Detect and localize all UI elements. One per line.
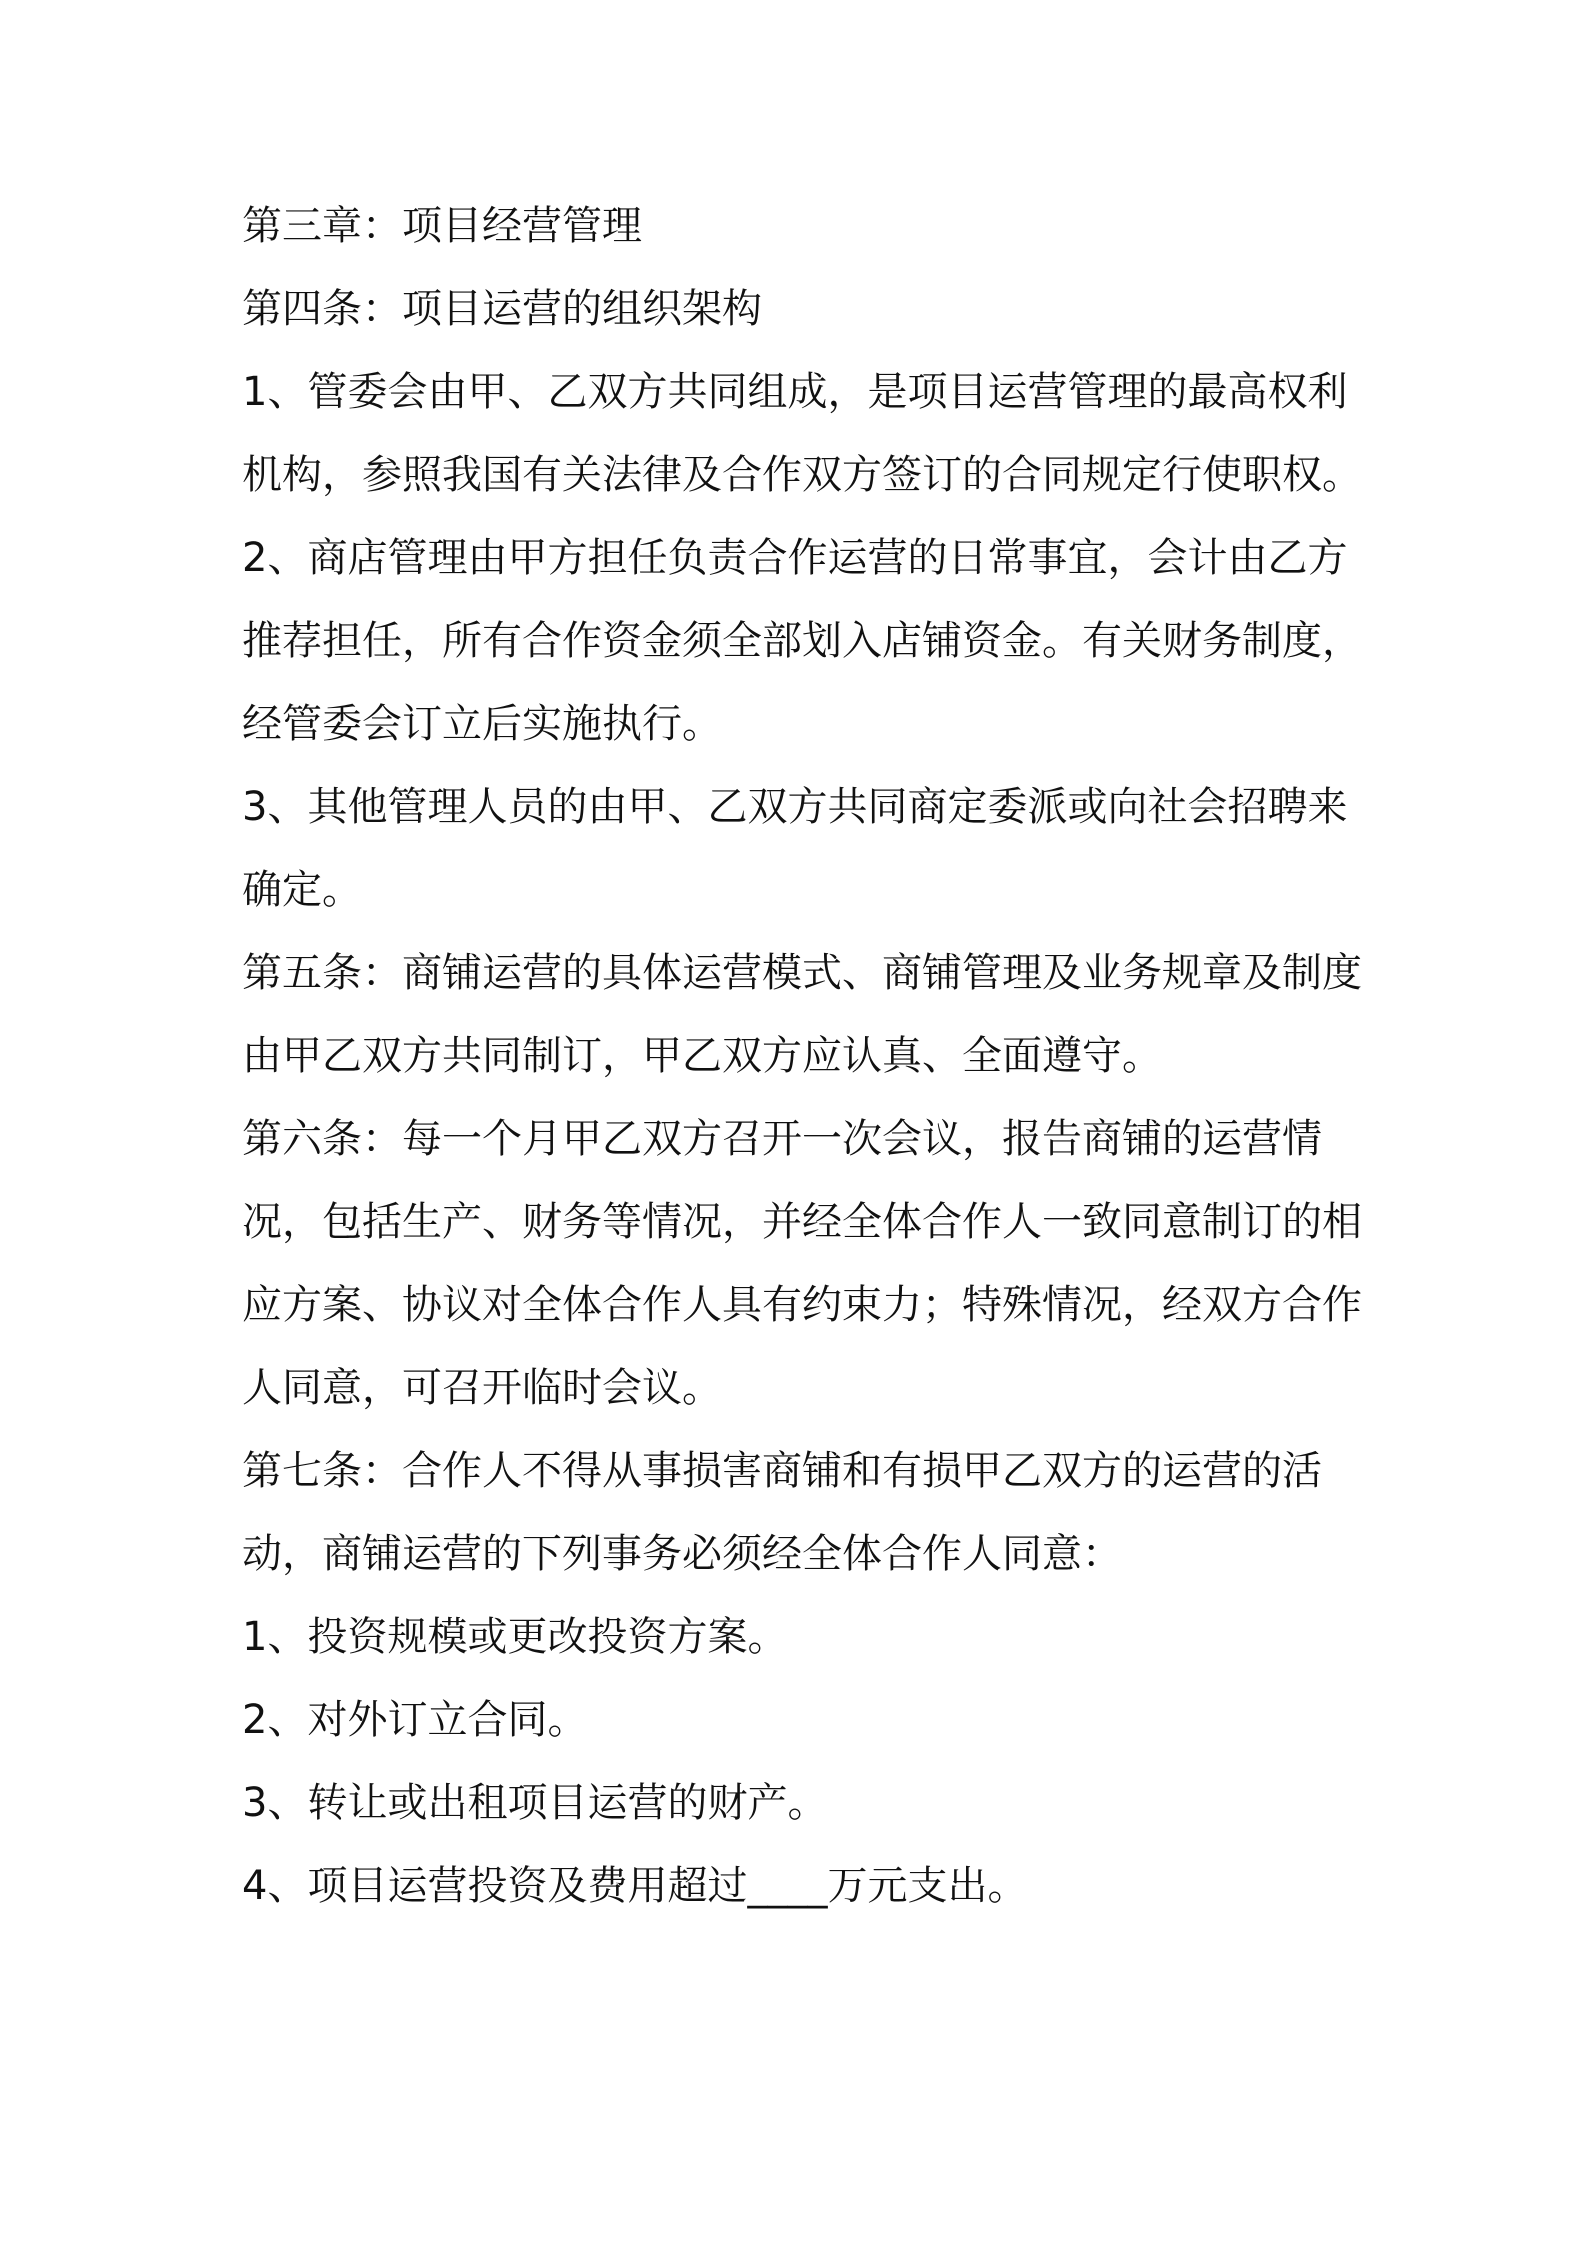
document-body — [242, 185, 1362, 1928]
chapter-heading: 第三章：项目经营管理 — [242, 203, 642, 249]
clause-paragraph: 2、商店管理由甲方担任负责合作运营的日常事宜，会计由乙方推荐担任，所有合作资金须全部划入店铺资金。有关财务制度，经管委会订立后实施执行。 — [242, 535, 1362, 747]
article-paragraph: 第七条：合作人不得从事损害商铺和有损甲乙双方的运营的活动，商铺运营的下列事务必须经全体合作人同意： — [242, 1448, 1322, 1577]
list-item: 4、项目运营投资及费用超过____万元支出。 — [242, 1863, 1028, 1909]
article-paragraph: 第六条：每一个月甲乙双方召开一次会议，报告商铺的运营情况，包括生产、财务等情况，并经全体合作人一致同意制订的相应方案、协议对全体合作人具有约束力；特殊情况，经双方合作人同意，可召开临时会议。 — [242, 1116, 1362, 1411]
list-item: 3、转让或出租项目运营的财产。 — [242, 1780, 828, 1826]
article-heading: 第四条：项目运营的组织架构 — [242, 286, 762, 332]
clause-paragraph: 3、其他管理人员的由甲、乙双方共同商定委派或向社会招聘来确定。 — [242, 784, 1348, 913]
list-item: 2、对外订立合同。 — [242, 1697, 588, 1743]
list-item: 1、投资规模或更改投资方案。 — [242, 1614, 788, 1660]
clause-paragraph: 1、管委会由甲、乙双方共同组成，是项目运营管理的最高权利机构，参照我国有关法律及合作双方签订的合同规定行使职权。 — [242, 369, 1362, 498]
article-paragraph: 第五条：商铺运营的具体运营模式、商铺管理及业务规章及制度由甲乙双方共同制订，甲乙双方应认真、全面遵守。 — [242, 950, 1362, 1079]
